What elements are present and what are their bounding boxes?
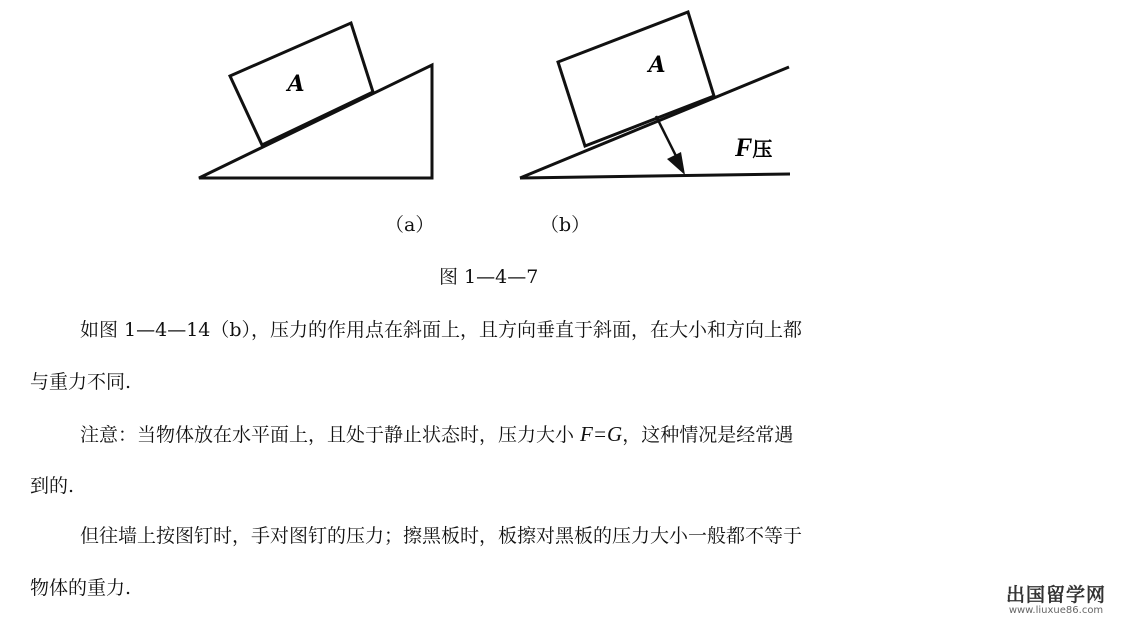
block-b xyxy=(558,12,714,146)
watermark-url: www.liuxue86.com xyxy=(1008,605,1104,616)
block-a-letter: A xyxy=(287,71,305,97)
paragraph-2-text-a: 注意：当物体放在水平面上，且处于静止状态时，压力大小 xyxy=(80,424,581,446)
formula-f-equals-g: F=G xyxy=(580,422,623,446)
paragraph-1-line-1: 如图 1—4—14（b），压力的作用点在斜面上，且方向垂直于斜面，在大小和方向上都 xyxy=(80,319,803,341)
figure-a xyxy=(199,23,432,178)
figure-caption: 图 1—4—7 xyxy=(439,266,539,288)
paragraph-2-line-2: 到的. xyxy=(30,475,75,497)
block-b-letter: A xyxy=(648,52,666,78)
pressure-arrow-shaft xyxy=(656,116,677,158)
paragraph-3-line-1: 但往墙上按图钉时，手对图钉的压力；擦黑板时，板擦对黑板的压力大小一般都不等于 xyxy=(80,525,803,547)
paragraph-2-text-b: ，这种情况是经常遇 xyxy=(622,424,794,446)
paragraph-2-line-1 xyxy=(80,420,793,449)
force-label: F压 xyxy=(735,133,773,162)
paragraph-1-line-2: 与重力不同. xyxy=(30,371,132,393)
figure-b-label: （b） xyxy=(540,214,591,236)
figure-a-label: （a） xyxy=(385,214,435,236)
watermark-name: 出国留学网 xyxy=(1005,584,1106,606)
figure-b xyxy=(520,12,790,178)
pressure-arrow-head-icon xyxy=(667,152,685,175)
watermark-logo xyxy=(986,580,1126,616)
ground-line-b xyxy=(520,174,790,178)
paragraph-3-line-2: 物体的重力. xyxy=(30,577,132,599)
